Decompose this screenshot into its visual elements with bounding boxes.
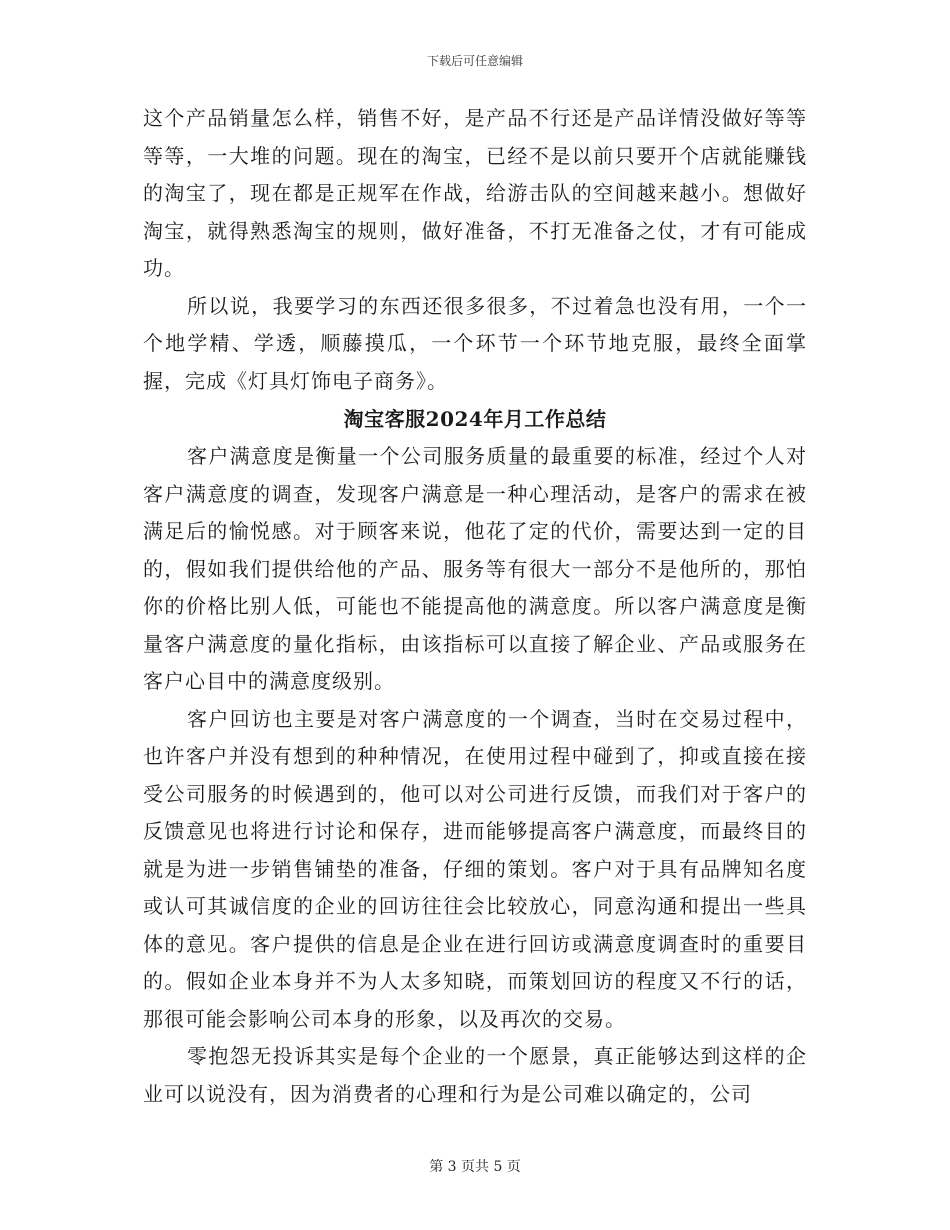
page-footer: 第 3 页共 5 页: [429, 1159, 521, 1175]
document-body: [143, 100, 807, 1113]
body-paragraph: 客户回访也主要是对客户满意度的一个调查，当时在交易过程中，也许客户并没有想到的种种情况，在使用过程中碰到了，抑或直接在接受公司服务的时候遇到的，他可以对公司进行反馈，而我们对于客户的反馈意见也将进行讨论和保存，进而能够提高客户满意度，而最终目的就是为进一步销售铺垫的准备，仔细的策划。客户对于具有品牌知名度或认可其诚信度的企业的回访往往会比较放心，同意沟通和提出一些具体的意见。客户提供的信息是企业在进行回访或满意度调查时的重要目的。假如企业本身并不为人太多知晓，而策划回访的程度又不行的话，那很可能会影响公司本身的形象，以及再次的交易。: [143, 706, 807, 1031]
body-paragraph: 零抱怨无投诉其实是每个企业的一个愿景，真正能够达到这样的企业可以说没有，因为消费者的心理和行为是公司难以确定的，公司: [143, 1044, 807, 1106]
body-paragraph: 客户满意度是衡量一个公司服务质量的最重要的标准，经过个人对客户满意度的调查，发现客户满意是一种心理活动，是客户的需求在被满足后的愉悦感。对于顾客来说，他花了定的代价，需要达到一定的目的，假如我们提供给他的产品、服务等有很大一部分不是他所的，那怕你的价格比别人低，可能也不能提高他的满意度。所以客户满意度是衡量客户满意度的量化指标，由该指标可以直接了解企业、产品或服务在客户心目中的满意度级别。: [143, 444, 807, 693]
page-header: 下载后可任意编辑: [426, 54, 523, 68]
body-paragraph: 所以说，我要学习的东西还很多很多，不过着急也没有用，一个一个地学精、学透，顺藤摸瓜，一个环节一个环节地克服，最终全面掌握，完成《灯具灯饰电子商务》。: [143, 293, 807, 393]
section-title: 淘宝客服2024年月工作总结: [343, 407, 607, 431]
body-paragraph: 这个产品销量怎么样，销售不好，是产品不行还是产品详情没做好等等等等，一大堆的问题。现在的淘宝，已经不是以前只要开个店就能赚钱的淘宝了，现在都是正规军在作战，给游击队的空间越来越小。想做好淘宝，就得熟悉淘宝的规则，做好准备，不打无准备之仗，才有可能成功。: [143, 106, 807, 280]
